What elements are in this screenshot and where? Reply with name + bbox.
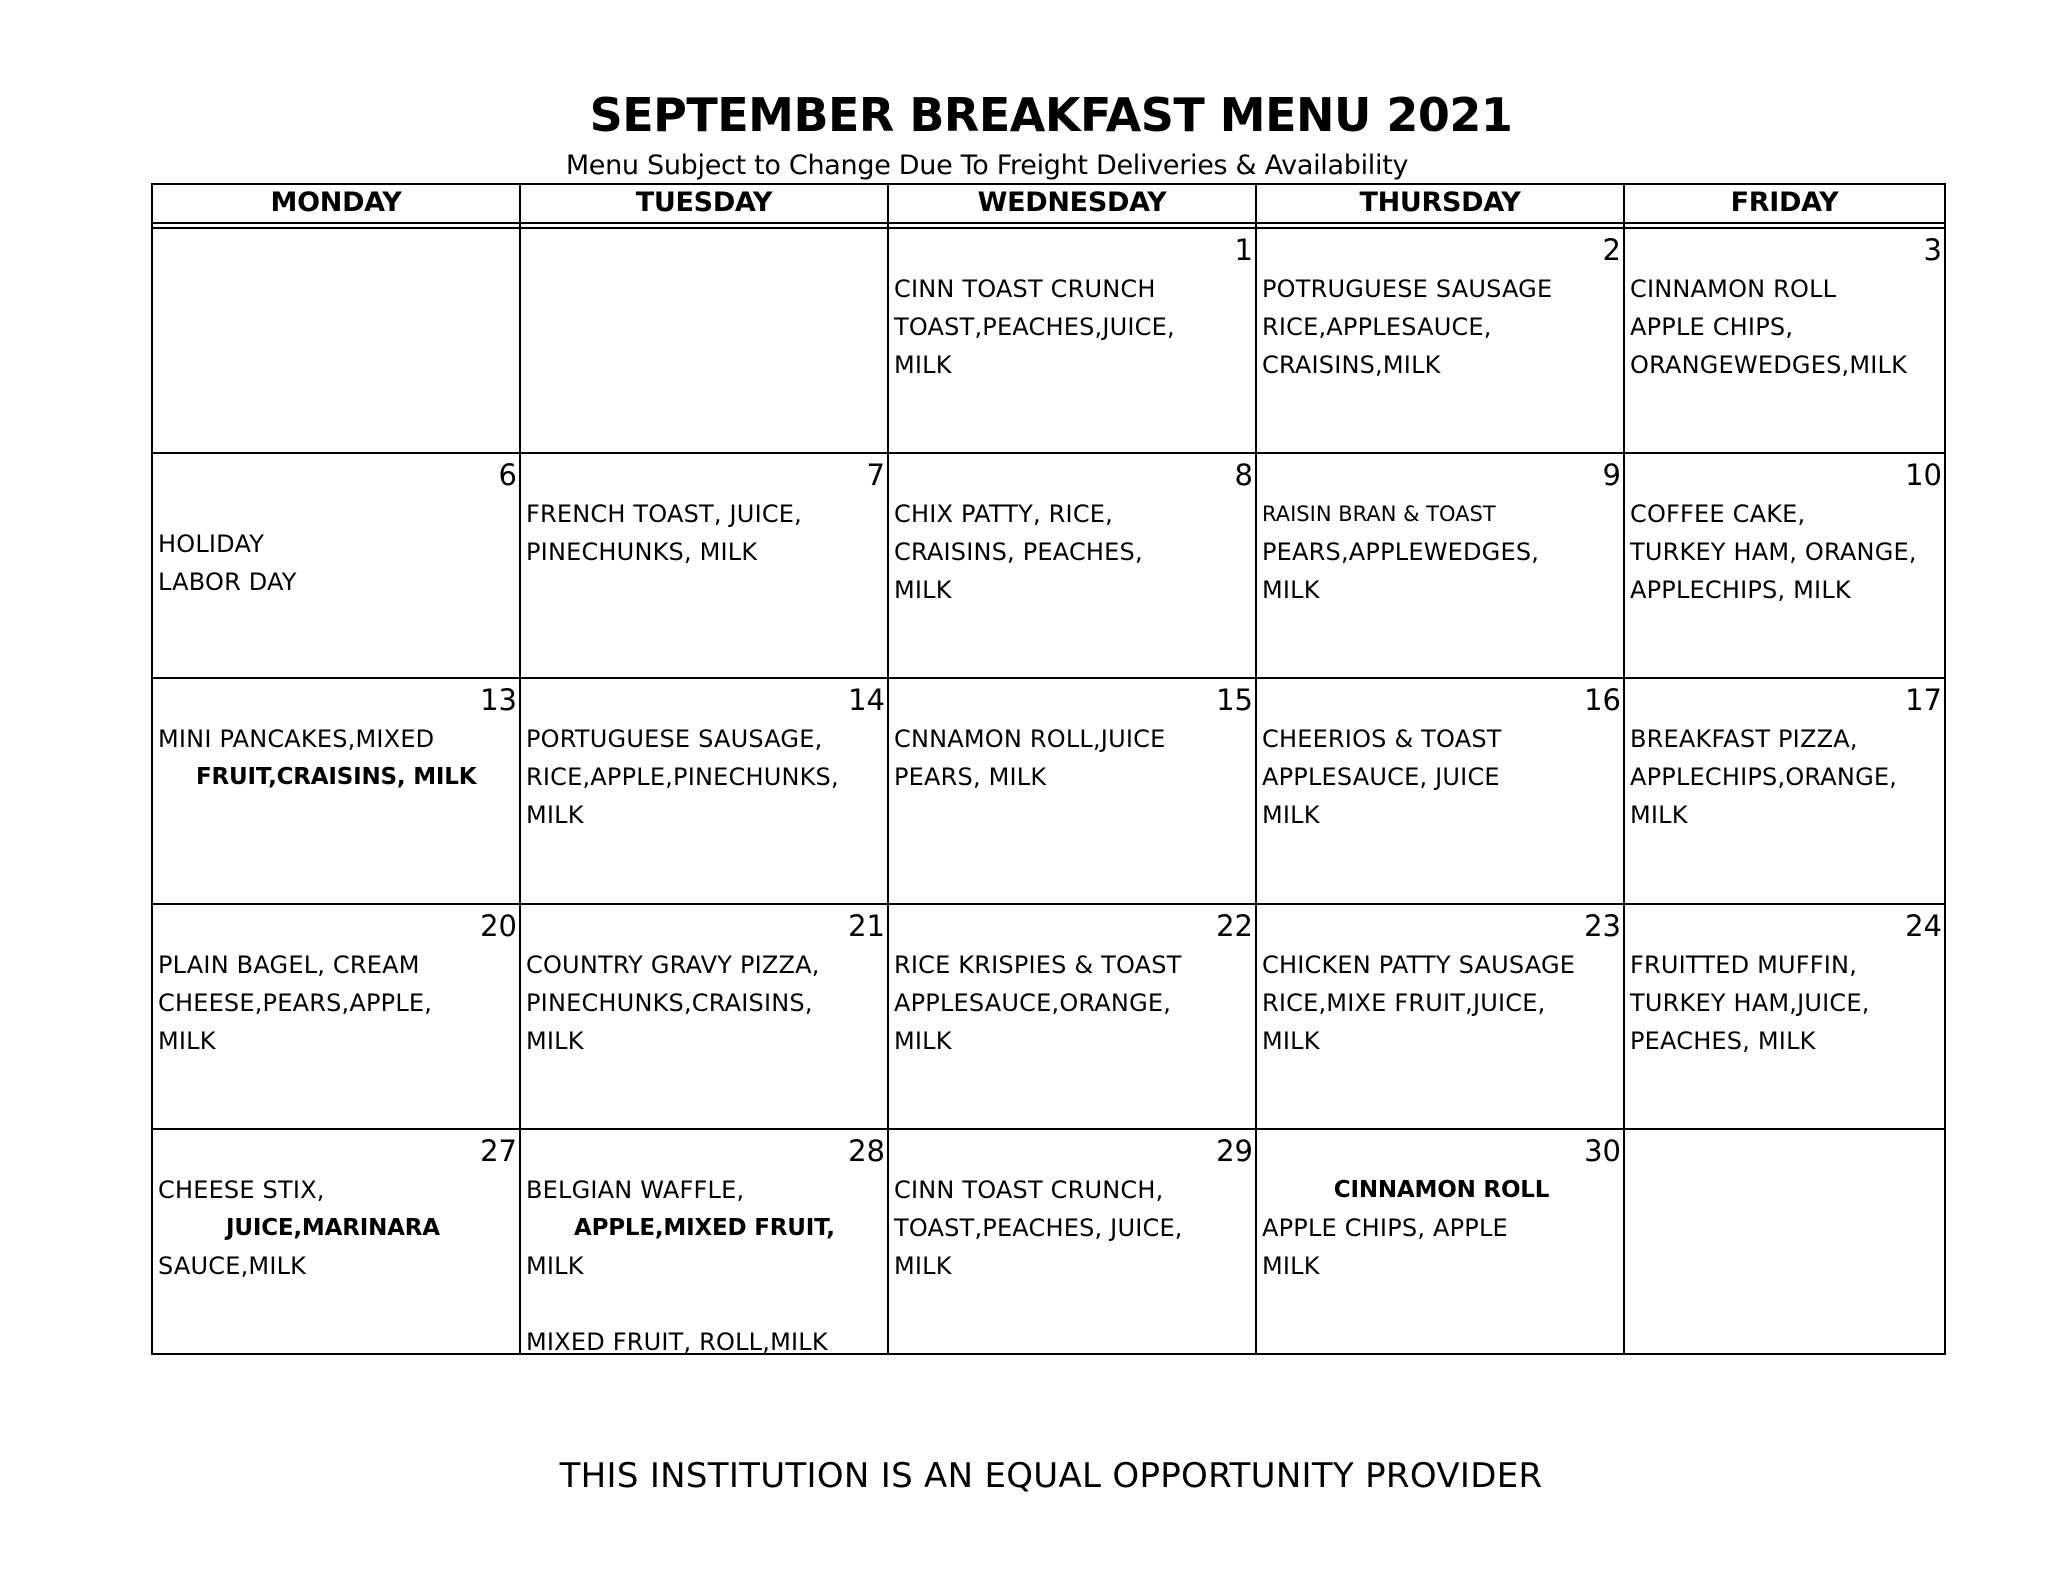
menu-items [894, 1171, 1253, 1285]
page-title: SEPTEMBER BREAKFAST MENU 2021 [589, 88, 1513, 142]
menu-line: RICE,MIXE FRUIT,JUICE, [1262, 989, 1546, 1017]
menu-line: RAISIN BRAN & TOAST [1262, 502, 1496, 526]
header-thursday: THURSDAY [1359, 187, 1521, 218]
date-number: 15 [1216, 683, 1253, 717]
date-number: 24 [1905, 909, 1942, 943]
date-number: 20 [480, 909, 517, 943]
menu-line: TURKEY HAM,JUICE, [1630, 989, 1870, 1017]
menu-line: CRAISINS, PEACHES, [894, 538, 1143, 566]
day-cell [889, 905, 1255, 1128]
menu-line: MINI PANCAKES,MIXED [158, 725, 435, 753]
date-number: 28 [848, 1134, 885, 1168]
menu-line: MILK [1262, 576, 1320, 604]
menu-line: COFFEE CAKE, [1630, 500, 1806, 528]
menu-items [894, 495, 1253, 609]
menu-line: PINECHUNKS, MILK [526, 538, 758, 566]
menu-line: MILK [1630, 801, 1688, 829]
menu-line: MIXED FRUIT, ROLL,MILK [526, 1328, 828, 1356]
day-cell [1257, 229, 1623, 452]
menu-line: CHICKEN PATTY SAUSAGE [1262, 951, 1576, 979]
day-cell [153, 1130, 519, 1353]
menu-line: APPLECHIPS, MILK [1630, 576, 1851, 604]
menu-line: CRAISINS,MILK [1262, 351, 1441, 379]
date-number: 13 [480, 683, 517, 717]
menu-line: POTRUGUESE SAUSAGE [1262, 275, 1553, 303]
menu-line: MILK [158, 1027, 216, 1055]
menu-line: COUNTRY GRAVY PIZZA, [526, 951, 820, 979]
menu-line: BELGIAN WAFFLE, [526, 1176, 745, 1204]
date-number: 2 [1602, 233, 1621, 267]
menu-line: APPLECHIPS,ORANGE, [1630, 763, 1898, 791]
day-cell [1257, 1130, 1623, 1353]
menu-line: PEACHES, MILK [1630, 1027, 1816, 1055]
day-cell [1625, 905, 1944, 1128]
menu-line: TOAST,PEACHES, JUICE, [894, 1214, 1183, 1242]
day-cell [153, 454, 519, 677]
day-cell [521, 1130, 887, 1356]
menu-line: CINNAMON ROLL [1333, 1177, 1550, 1203]
date-number: 30 [1584, 1134, 1621, 1168]
day-cell [889, 454, 1255, 677]
menu-line: HOLIDAY [158, 530, 265, 558]
menu-line: CHEERIOS & TOAST [1262, 725, 1502, 753]
menu-line: MILK [894, 351, 952, 379]
menu-items [1630, 495, 1942, 609]
menu-line: APPLESAUCE, JUICE [1262, 763, 1500, 791]
menu-line: CHEESE STIX, [158, 1176, 325, 1204]
menu-line: JUICE,MARINARA [226, 1215, 440, 1241]
date-number: 21 [848, 909, 885, 943]
menu-items [526, 720, 885, 834]
header-monday: MONDAY [270, 187, 402, 218]
day-cell [1625, 679, 1944, 903]
menu-line: CINNAMON ROLL [1630, 275, 1837, 303]
menu-items [1262, 720, 1621, 834]
menu-items [1262, 495, 1621, 609]
day-cell [1625, 454, 1944, 677]
menu-line: PORTUGUESE SAUSAGE, [526, 725, 823, 753]
menu-items [526, 946, 885, 1060]
menu-line: RICE,APPLESAUCE, [1262, 313, 1492, 341]
date-number: 7 [866, 458, 885, 492]
day-cell [153, 679, 519, 903]
date-number: 6 [498, 458, 517, 492]
menu-line: APPLE CHIPS, APPLE [1262, 1214, 1508, 1242]
grid-line [1944, 183, 1946, 1355]
menu-items [1630, 270, 1942, 384]
header-tuesday: TUESDAY [635, 187, 773, 218]
menu-items [526, 1171, 885, 1361]
menu-line: TURKEY HAM, ORANGE, [1630, 538, 1917, 566]
day-cell [889, 1130, 1255, 1353]
day-cell [889, 679, 1255, 903]
day-cell [521, 905, 887, 1128]
day-cell [1257, 905, 1623, 1128]
date-number: 27 [480, 1134, 517, 1168]
date-number: 1 [1234, 233, 1253, 267]
menu-line: MILK [526, 1027, 584, 1055]
menu-items [1630, 720, 1942, 834]
day-cell [1257, 454, 1623, 677]
menu-line: APPLE,MIXED FRUIT, [574, 1215, 835, 1241]
menu-line: RICE,APPLE,PINECHUNKS, [526, 763, 839, 791]
menu-line: MILK [526, 1252, 584, 1280]
menu-line: APPLESAUCE,ORANGE, [894, 989, 1172, 1017]
menu-line: APPLE CHIPS, [1630, 313, 1794, 341]
menu-line: MILK [1262, 801, 1320, 829]
date-number: 14 [848, 683, 885, 717]
menu-line: MILK [894, 576, 952, 604]
menu-line: LABOR DAY [158, 568, 297, 596]
date-number: 16 [1584, 683, 1621, 717]
menu-line: CINN TOAST CRUNCH [894, 275, 1156, 303]
grid-line [151, 1353, 1946, 1355]
date-number: 23 [1584, 909, 1621, 943]
menu-items [1262, 1171, 1621, 1285]
date-number: 22 [1216, 909, 1253, 943]
menu-items [1262, 946, 1621, 1060]
day-cell [521, 229, 887, 452]
day-cell [1257, 679, 1623, 903]
day-cell [153, 905, 519, 1128]
date-number: 3 [1923, 233, 1942, 267]
date-number: 10 [1905, 458, 1942, 492]
menu-line: RICE KRISPIES & TOAST [894, 951, 1182, 979]
menu-line: FRUIT,CRAISINS, MILK [196, 764, 477, 790]
menu-line: PLAIN BAGEL, CREAM [158, 951, 420, 979]
menu-items [158, 946, 517, 1060]
menu-line: CHEESE,PEARS,APPLE, [158, 989, 433, 1017]
menu-line: FRENCH TOAST, JUICE, [526, 500, 803, 528]
menu-line: PEARS,APPLEWEDGES, [1262, 538, 1540, 566]
menu-items [1262, 270, 1621, 384]
menu-line: MILK [526, 801, 584, 829]
header-friday: FRIDAY [1730, 187, 1839, 218]
menu-items [894, 946, 1253, 1060]
menu-line: MILK [1262, 1027, 1320, 1055]
date-number: 29 [1216, 1134, 1253, 1168]
menu-items [894, 270, 1253, 384]
day-cell [1625, 1130, 1944, 1353]
menu-items [894, 720, 1253, 796]
menu-items [158, 525, 517, 601]
date-number: 17 [1905, 683, 1942, 717]
menu-items [526, 495, 885, 571]
menu-line: PINECHUNKS,CRAISINS, [526, 989, 813, 1017]
menu-line: MILK [1262, 1252, 1320, 1280]
menu-items [158, 720, 517, 796]
day-cell [521, 454, 887, 677]
page-subtitle: Menu Subject to Change Due To Freight Deliveries & Availability [565, 150, 1409, 181]
menu-line: SAUCE,MILK [158, 1252, 307, 1280]
footer-statement: THIS INSTITUTION IS AN EQUAL OPPORTUNITY PROVIDER [559, 1456, 1543, 1496]
menu-line: FRUITTED MUFFIN, [1630, 951, 1858, 979]
date-number: 9 [1602, 458, 1621, 492]
menu-line: MILK [894, 1027, 952, 1055]
menu-line: TOAST,PEACHES,JUICE, [894, 313, 1175, 341]
menu-line: PEARS, MILK [894, 763, 1047, 791]
header-wednesday: WEDNESDAY [977, 187, 1167, 218]
day-cell [521, 679, 887, 903]
menu-line: MILK [894, 1252, 952, 1280]
menu-line: ORANGEWEDGES,MILK [1630, 351, 1908, 379]
day-cell [153, 229, 519, 452]
menu-items [1630, 946, 1942, 1060]
day-cell [1625, 229, 1944, 452]
date-number: 8 [1234, 458, 1253, 492]
menu-line: CINN TOAST CRUNCH, [894, 1176, 1164, 1204]
day-cell [889, 229, 1255, 452]
menu-items [158, 1171, 517, 1285]
menu-line: CNNAMON ROLL,JUICE [894, 725, 1166, 753]
menu-calendar [151, 183, 1946, 1355]
menu-line: CHIX PATTY, RICE, [894, 500, 1113, 528]
menu-line: BREAKFAST PIZZA, [1630, 725, 1858, 753]
